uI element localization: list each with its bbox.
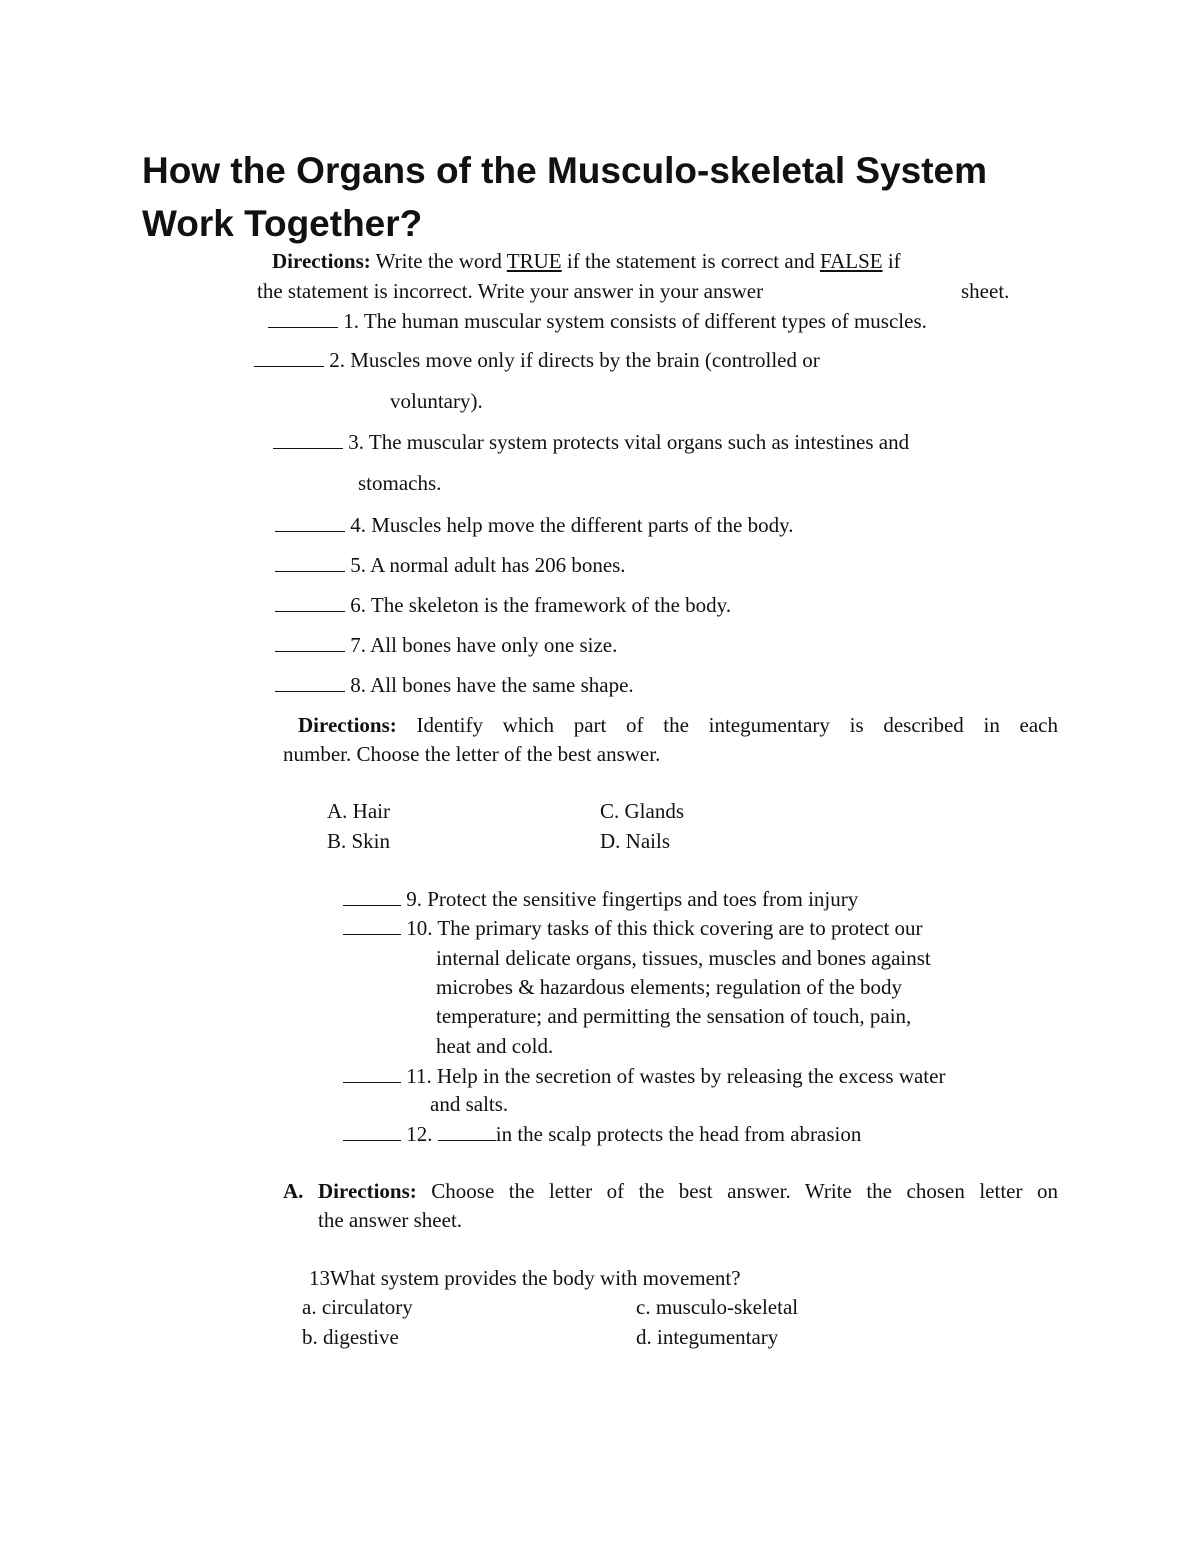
- choice-c: c. musculo-skeletal: [636, 1295, 799, 1319]
- answer-blank[interactable]: [343, 904, 401, 906]
- question-2: [254, 350, 820, 371]
- question-text: 4. Muscles help move the different parts of the body.: [350, 513, 794, 537]
- answer-blank[interactable]: [275, 610, 345, 612]
- question-text: 8. All bones have the same shape.: [350, 673, 634, 697]
- question-11-line2: and salts.: [430, 1092, 509, 1116]
- answer-blank[interactable]: [275, 570, 345, 572]
- page-title-line-1: How the Organs of the Musculo-skeletal System: [142, 150, 988, 191]
- question-10: [343, 918, 923, 939]
- question-1: [268, 311, 927, 332]
- question-text: 7. All bones have only one size.: [350, 633, 618, 657]
- question-2-continued: voluntary).: [390, 389, 483, 413]
- page-title-line-2: Work Together?: [142, 203, 423, 244]
- choice-d: d. integumentary: [636, 1325, 779, 1349]
- question-6: [275, 595, 731, 616]
- question-12: [343, 1124, 861, 1145]
- question-text: 12.: [406, 1122, 438, 1146]
- choice-b: b. digestive: [302, 1325, 399, 1349]
- question-text: 5. A normal adult has 206 bones.: [350, 553, 626, 577]
- question-11: [343, 1066, 945, 1087]
- question-text: 6. The skeleton is the framework of the body.: [350, 593, 732, 617]
- question-text: 1. The human muscular system consists of different types of muscles.: [343, 309, 927, 333]
- option-c: C. Glands: [600, 799, 684, 823]
- answer-blank[interactable]: [343, 1081, 401, 1083]
- section2-directions: [298, 715, 1058, 736]
- section3-directions: [318, 1181, 1058, 1202]
- directions-text: Write the word: [370, 249, 507, 273]
- choice-a: a. circulatory: [302, 1295, 413, 1319]
- answer-blank[interactable]: [254, 365, 324, 367]
- answer-blank[interactable]: [273, 447, 343, 449]
- question-10-line4: temperature; and permitting the sensation of touch, pain,: [436, 1004, 912, 1028]
- directions-label: Directions:: [272, 249, 371, 273]
- question-text: 10. The primary tasks of this thick covering are to protect our: [406, 916, 923, 940]
- question-7: [275, 635, 617, 656]
- directions-text: if the statement is correct and: [561, 249, 820, 273]
- false-word: FALSE: [819, 249, 883, 273]
- directions-label: Directions:: [318, 1179, 417, 1203]
- question-3-continued: stomachs.: [358, 471, 442, 495]
- section1-directions: [272, 251, 901, 272]
- question-text: 2. Muscles move only if directs by the brain (controlled or: [329, 348, 820, 372]
- option-d: D. Nails: [600, 829, 670, 853]
- question-text: 3. The muscular system protects vital organs such as intestines and: [348, 430, 910, 454]
- question-8: [275, 675, 634, 696]
- answer-blank[interactable]: [275, 530, 345, 532]
- question-5: [275, 555, 626, 576]
- section3-marker: A.: [283, 1179, 304, 1203]
- directions-text: Choose the letter of the best answer. Write the chosen letter on: [416, 1179, 1058, 1203]
- section1-directions-line2-end: sheet.: [961, 279, 1010, 303]
- question-10-line2: internal delicate organs, tissues, muscles and bones against: [436, 946, 931, 970]
- answer-blank[interactable]: [275, 690, 345, 692]
- section3-directions-line2: the answer sheet.: [318, 1208, 463, 1232]
- section2-directions-line2: number. Choose the letter of the best answer.: [283, 742, 661, 766]
- directions-label: Directions:: [298, 713, 397, 737]
- question-3: [273, 432, 909, 453]
- question-10-line3: microbes & hazardous elements; regulation of the body: [436, 975, 902, 999]
- question-10-line5: heat and cold.: [436, 1034, 554, 1058]
- question-4: [275, 515, 793, 536]
- option-b: B. Skin: [327, 829, 391, 853]
- question-text: 11. Help in the secretion of wastes by releasing the excess water: [406, 1064, 946, 1088]
- question-text: 9. Protect the sensitive fingertips and toes from injury: [406, 887, 859, 911]
- true-word: TRUE: [506, 249, 562, 273]
- directions-text: if: [882, 249, 901, 273]
- answer-blank[interactable]: [275, 650, 345, 652]
- section1-directions-line2: the statement is incorrect. Write your answer in your answer: [257, 279, 764, 303]
- question-text: in the scalp protects the head from abrasion: [495, 1122, 862, 1146]
- answer-blank[interactable]: [268, 326, 338, 328]
- question-13: 13What system provides the body with movement?: [309, 1266, 741, 1290]
- answer-blank[interactable]: [343, 1139, 401, 1141]
- question-9: [343, 889, 858, 910]
- option-a: A. Hair: [327, 799, 390, 823]
- directions-text: Identify which part of the integumentary is described in each: [416, 713, 1059, 737]
- answer-blank[interactable]: [343, 933, 401, 935]
- inline-blank[interactable]: [438, 1139, 496, 1141]
